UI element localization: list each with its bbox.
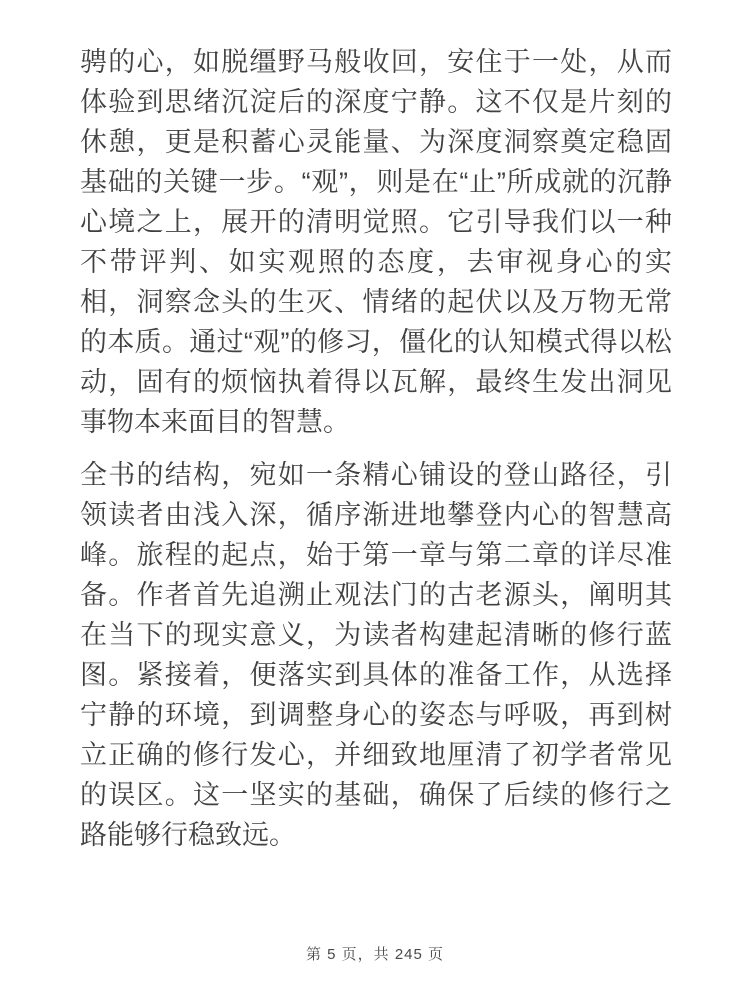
body-paragraph: 全书的结构，宛如一条精心铺设的登山路径，引领读者由浅入深，循序渐进地攀登内心的智慧高峰。旅程的起点，始于第一章与第二章的详尽准备。作者首先追溯止观法门的古老源头，阐明其在当下的现实意义，为读者构建起清晰的修行蓝图。紧接着，便落实到具体的准备工作，从选择宁静的环境，到调整身心的姿态与呼吸，再到树立正确的修行发心，并细致地厘清了初学者常见的误区。这一坚实的基础，确保了后续的修行之路能够行稳致远。 <box>80 460 672 850</box>
page-content <box>80 42 672 868</box>
page-indicator: 第 5 页，共 245 页 <box>305 946 445 963</box>
body-paragraph: 骋的心，如脱缰野马般收回，安住于一处，从而体验到思绪沉淀后的深度宁静。这不仅是片刻的休憩，更是积蓄心灵能量、为深度洞察奠定稳固基础的关键一步。“观”，则是在“止”所成就的沉静心境之上，展开的清明觉照。它引导我们以一种不带评判、如实观照的态度，去审视身心的实相，洞察念头的生灭、情绪的起伏以及万物无常的本质。通过“观”的修习，僵化的认知模式得以松动，固有的烦恼执着得以瓦解，最终生发出洞见事物本来面目的智慧。 <box>80 47 672 437</box>
page-footer <box>0 943 750 964</box>
